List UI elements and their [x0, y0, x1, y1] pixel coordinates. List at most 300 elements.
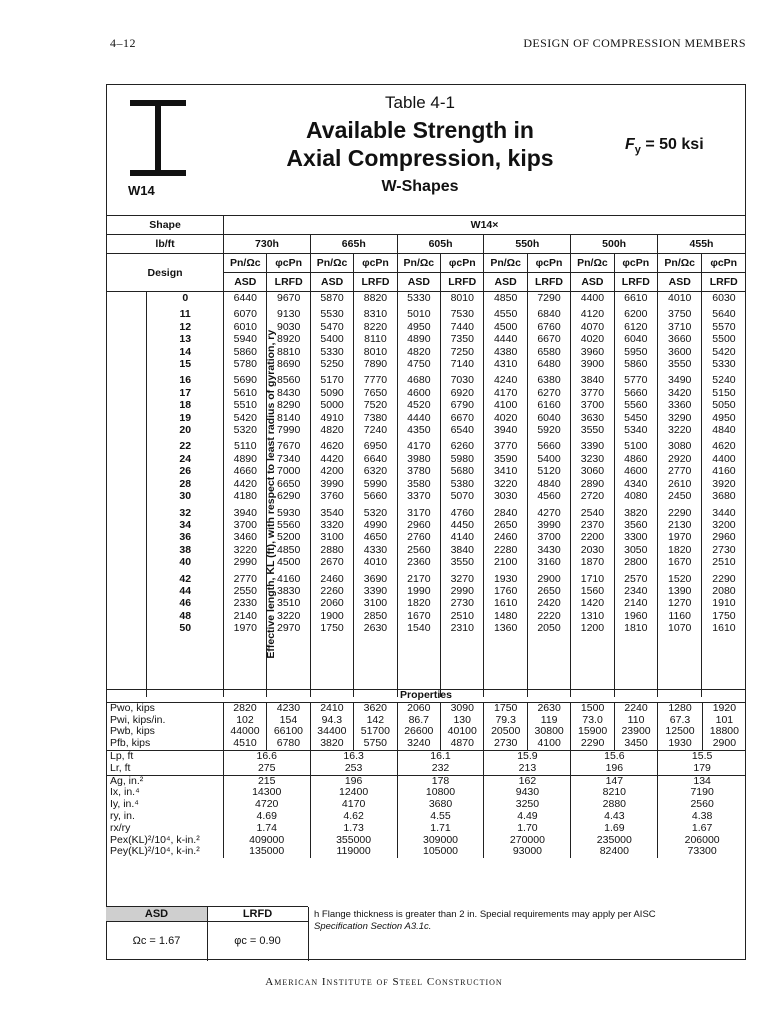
property-value: 12500 — [658, 726, 702, 738]
property-value: 196 — [571, 763, 658, 775]
property-value: 16.3 — [310, 750, 397, 762]
strength-value: 2850 — [354, 610, 397, 622]
property-value: 309000 — [397, 835, 484, 847]
property-value: 10800 — [397, 787, 484, 799]
spacer-row — [107, 635, 746, 647]
strength-value: 3700 — [224, 519, 267, 531]
property-value: 1.71 — [397, 823, 484, 835]
strength-value: 1070 — [658, 622, 702, 634]
footnote-line-2: Specification Section A3.1c. — [314, 921, 432, 932]
strength-value: 2260 — [310, 585, 353, 597]
strength-value: 5250 — [310, 358, 353, 370]
strength-value: 8220 — [354, 321, 397, 333]
strength-value: 5860 — [224, 346, 267, 358]
strength-value: 1610 — [484, 597, 527, 609]
strength-value: 2360 — [397, 556, 440, 568]
strength-value: 4100 — [484, 399, 527, 411]
strength-value: 5980 — [441, 453, 484, 465]
property-value: 3450 — [614, 738, 657, 750]
strength-value: 4080 — [614, 490, 657, 502]
property-value: 79.3 — [484, 715, 527, 727]
strength-value: 7440 — [441, 321, 484, 333]
strength-value: 5200 — [267, 531, 310, 543]
property-value: 2730 — [484, 738, 527, 750]
strength-value: 9670 — [267, 292, 310, 305]
property-value: 275 — [223, 763, 310, 775]
property-value: 2290 — [571, 738, 614, 750]
property-row — [106, 811, 746, 823]
strength-value: 3710 — [658, 321, 702, 333]
strength-value: 4520 — [397, 399, 440, 411]
kl-value: 30 — [179, 490, 192, 503]
table-row — [107, 308, 746, 320]
strength-value: 5610 — [224, 387, 267, 399]
omega-factor: Ωc = 1.67 — [106, 921, 208, 961]
strength-value: 6200 — [614, 308, 657, 320]
weight-header: 730h — [224, 235, 311, 254]
strength-value: 1960 — [614, 610, 657, 622]
strength-value: 3030 — [484, 490, 527, 502]
kl-value: 48 — [179, 609, 192, 622]
strength-value: 4010 — [658, 292, 702, 305]
strength-value: 5100 — [614, 440, 657, 452]
strength-value: 5110 — [224, 440, 267, 452]
strength-value: 2340 — [614, 585, 657, 597]
strength-value: 5560 — [614, 399, 657, 411]
strength-value: 3360 — [658, 399, 702, 411]
strength-value: 2900 — [527, 573, 570, 585]
strength-value: 6540 — [441, 424, 484, 436]
strength-value: 6760 — [527, 321, 570, 333]
property-value: 134 — [658, 775, 746, 787]
property-value: 15.5 — [658, 750, 746, 762]
strength-value: 5320 — [354, 507, 397, 519]
lrfd-header: LRFD — [614, 273, 657, 292]
property-value: 40100 — [441, 726, 484, 738]
strength-value: 4560 — [527, 490, 570, 502]
property-row — [106, 787, 746, 799]
strength-value: 6580 — [527, 346, 570, 358]
weight-header: 550h — [484, 235, 571, 254]
asd-header: ASD — [224, 273, 267, 292]
table-row — [107, 556, 746, 568]
strength-value: 4840 — [527, 478, 570, 490]
table-row — [107, 478, 746, 490]
property-value: 14300 — [223, 787, 310, 799]
strength-value: 1610 — [702, 622, 746, 634]
kl-value: 42 — [179, 572, 192, 585]
phi-pn-header: φcPn — [267, 254, 310, 273]
strength-value: 2220 — [527, 610, 570, 622]
strength-value: 2760 — [397, 531, 440, 543]
strength-value: 1820 — [397, 597, 440, 609]
strength-value: 1970 — [224, 622, 267, 634]
publisher: American Institute of Steel Construction — [265, 976, 503, 988]
phi-pn-header: φcPn — [441, 254, 484, 273]
property-value: 4.38 — [658, 811, 746, 823]
strength-value: 4420 — [224, 478, 267, 490]
lrfd-header: LRFD — [702, 273, 746, 292]
strength-value: 6610 — [614, 292, 657, 305]
property-value: 7190 — [658, 787, 746, 799]
strength-value: 3660 — [658, 333, 702, 345]
strength-value: 3960 — [571, 346, 614, 358]
strength-value: 5070 — [441, 490, 484, 502]
strength-value: 8010 — [354, 346, 397, 358]
strength-value: 2460 — [484, 531, 527, 543]
pn-omega-header: Pn/Ωc — [310, 254, 353, 273]
property-label: Ag, in.² — [106, 775, 223, 787]
strength-value: 6290 — [267, 490, 310, 502]
strength-value: 4820 — [310, 424, 353, 436]
strength-value: 6160 — [527, 399, 570, 411]
strength-value: 4400 — [702, 453, 746, 465]
strength-value: 2080 — [702, 585, 746, 597]
strength-value: 2060 — [310, 597, 353, 609]
property-value: 4170 — [310, 799, 397, 811]
property-label: Pwi, kips/in. — [106, 715, 223, 727]
strength-value: 5510 — [224, 399, 267, 411]
strength-value: 3510 — [267, 597, 310, 609]
strength-value: 8010 — [441, 292, 484, 305]
strength-value: 8690 — [267, 358, 310, 370]
page-number: 4–12 — [110, 36, 136, 50]
strength-value: 1560 — [571, 585, 614, 597]
strength-value: 2050 — [527, 622, 570, 634]
strength-value: 4850 — [484, 292, 527, 305]
strength-value: 6440 — [224, 292, 267, 305]
strength-value: 6840 — [527, 308, 570, 320]
kl-value: 12 — [179, 320, 192, 333]
strength-value: 8920 — [267, 333, 310, 345]
strength-value: 2960 — [397, 519, 440, 531]
strength-value: 5380 — [441, 478, 484, 490]
strength-value: 4020 — [571, 333, 614, 345]
weight-header: 605h — [397, 235, 484, 254]
strength-value: 5530 — [310, 308, 353, 320]
property-value: 66100 — [267, 726, 310, 738]
strength-value: 5500 — [702, 333, 746, 345]
strength-value: 7380 — [354, 412, 397, 424]
strength-value: 4400 — [571, 292, 614, 305]
strength-value: 3840 — [441, 544, 484, 556]
table-title — [240, 116, 600, 172]
strength-value: 4440 — [484, 333, 527, 345]
strength-value: 4910 — [310, 412, 353, 424]
property-value: 20500 — [484, 726, 527, 738]
table-row — [107, 387, 746, 399]
pn-omega-header: Pn/Ωc — [224, 254, 267, 273]
strength-value: 5950 — [614, 346, 657, 358]
strength-value: 2610 — [658, 478, 702, 490]
strength-value: 1990 — [397, 585, 440, 597]
phi-pn-header: φcPn — [527, 254, 570, 273]
strength-value: 1670 — [658, 556, 702, 568]
property-value: 1.70 — [484, 823, 571, 835]
strength-value: 3680 — [702, 490, 746, 502]
table-row — [107, 358, 746, 370]
property-value: 2880 — [571, 799, 658, 811]
strength-value: 3590 — [484, 453, 527, 465]
strength-value: 1710 — [571, 573, 614, 585]
property-value: 2820 — [223, 702, 266, 714]
strength-value: 6650 — [267, 478, 310, 490]
strength-value: 4990 — [354, 519, 397, 531]
strength-value: 2170 — [397, 573, 440, 585]
strength-value: 8110 — [354, 333, 397, 345]
strength-value: 5930 — [267, 507, 310, 519]
strength-value: 5010 — [397, 308, 440, 320]
kl-value: 0 — [147, 292, 224, 305]
property-value: 1500 — [571, 702, 614, 714]
strength-value: 3820 — [614, 507, 657, 519]
spacer-row — [107, 647, 746, 659]
lrfd-header: LRFD — [354, 273, 397, 292]
property-value: 162 — [484, 775, 571, 787]
property-label: rx/ry — [106, 823, 223, 835]
strength-value: 3430 — [527, 544, 570, 556]
kl-value: 34 — [179, 518, 192, 531]
kl-value: 11 — [179, 308, 191, 321]
strength-value: 7650 — [354, 387, 397, 399]
property-value: 67.3 — [658, 715, 702, 727]
strength-value: 7290 — [527, 292, 570, 305]
strength-value: 3220 — [658, 424, 702, 436]
property-value: 15.9 — [484, 750, 571, 762]
strength-value: 5770 — [614, 374, 657, 386]
property-value: 15.6 — [571, 750, 658, 762]
property-value: 73300 — [658, 846, 746, 858]
strength-value: 3230 — [571, 453, 614, 465]
strength-value: 3980 — [397, 453, 440, 465]
footnote-line-1: h Flange thickness is greater than 2 in. Special requirements may apply per AISC — [314, 909, 656, 920]
property-label: Pey(KL)²/10⁴, k-in.² — [106, 846, 223, 858]
kl-value: 26 — [179, 465, 192, 478]
strength-value: 4860 — [614, 453, 657, 465]
strength-value: 4840 — [702, 424, 746, 436]
table-row — [107, 490, 746, 502]
property-value: 154 — [267, 715, 310, 727]
property-value: 270000 — [484, 835, 571, 847]
property-value: 15900 — [571, 726, 614, 738]
kl-value: 28 — [179, 477, 192, 490]
strength-value: 2650 — [484, 519, 527, 531]
kl-value: 44 — [179, 584, 192, 597]
property-row — [106, 763, 746, 775]
strength-value: 5330 — [310, 346, 353, 358]
property-value: 4510 — [223, 738, 266, 750]
strength-value: 1970 — [658, 531, 702, 543]
strength-value: 4340 — [614, 478, 657, 490]
kl-value: 15 — [179, 358, 192, 371]
strength-value: 4950 — [397, 321, 440, 333]
strength-value: 5990 — [354, 478, 397, 490]
property-value: 2900 — [702, 738, 746, 750]
property-value: 9430 — [484, 787, 571, 799]
strength-value: 4180 — [224, 490, 267, 502]
strength-value: 1670 — [397, 610, 440, 622]
property-value: 4870 — [441, 738, 484, 750]
strength-value: 4650 — [354, 531, 397, 543]
strength-value: 2840 — [484, 507, 527, 519]
strength-value: 7990 — [267, 424, 310, 436]
property-value: 232 — [397, 763, 484, 775]
strength-value: 8430 — [267, 387, 310, 399]
strength-value: 4760 — [441, 507, 484, 519]
strength-value: 3830 — [267, 585, 310, 597]
strength-value: 4600 — [614, 465, 657, 477]
strength-value: 2990 — [441, 585, 484, 597]
strength-value: 3410 — [484, 465, 527, 477]
property-label: Pex(KL)²/10⁴, k-in.² — [106, 835, 223, 847]
strength-value: 2920 — [658, 453, 702, 465]
kl-value: 24 — [179, 452, 192, 465]
strength-value: 5120 — [527, 465, 570, 477]
strength-value: 5320 — [224, 424, 267, 436]
strength-value: 6480 — [527, 358, 570, 370]
strength-value: 3690 — [354, 573, 397, 585]
strength-value: 6010 — [224, 321, 267, 333]
strength-value: 3750 — [658, 308, 702, 320]
shape-header: Shape — [107, 216, 224, 235]
strength-value: 1810 — [614, 622, 657, 634]
strength-value: 6920 — [441, 387, 484, 399]
strength-value: 3630 — [571, 412, 614, 424]
strength-value: 1200 — [571, 622, 614, 634]
strength-value: 4950 — [702, 412, 746, 424]
property-value: 355000 — [310, 835, 397, 847]
strength-value: 8140 — [267, 412, 310, 424]
strength-value: 4020 — [484, 412, 527, 424]
strength-value: 1480 — [484, 610, 527, 622]
strength-value: 2140 — [614, 597, 657, 609]
property-value: 130 — [441, 715, 484, 727]
strength-value: 3100 — [310, 531, 353, 543]
strength-value: 7520 — [354, 399, 397, 411]
strength-value: 3490 — [658, 374, 702, 386]
strength-value: 2770 — [658, 465, 702, 477]
strength-value: 3550 — [571, 424, 614, 436]
asd-header: ASD — [484, 273, 527, 292]
strength-value: 4620 — [702, 440, 746, 452]
strength-value: 3300 — [614, 531, 657, 543]
strength-value: 4550 — [484, 308, 527, 320]
strength-value: 5400 — [310, 333, 353, 345]
yield-stress: $F_y = 50$ ksi — [625, 136, 704, 157]
strength-value: 3080 — [658, 440, 702, 452]
kl-value: 46 — [179, 597, 192, 610]
strength-value: 6270 — [527, 387, 570, 399]
strength-value: 3390 — [354, 585, 397, 597]
strength-value: 2030 — [571, 544, 614, 556]
strength-value: 4170 — [484, 387, 527, 399]
strength-value: 1520 — [658, 573, 702, 585]
strength-value: 3220 — [484, 478, 527, 490]
strength-value: 4660 — [224, 465, 267, 477]
strength-value: 8820 — [354, 292, 397, 305]
strength-value: 5640 — [702, 308, 746, 320]
strength-value: 2280 — [484, 544, 527, 556]
i-beam-icon — [128, 98, 188, 178]
asd-header: ASD — [310, 273, 353, 292]
property-value: 178 — [397, 775, 484, 787]
strength-value: 7030 — [441, 374, 484, 386]
strength-value: 3770 — [571, 387, 614, 399]
kl-value: 32 — [179, 506, 192, 519]
property-row — [106, 738, 746, 750]
strength-value: 2650 — [527, 585, 570, 597]
strength-value: 6380 — [527, 374, 570, 386]
asd-label: ASD — [106, 907, 208, 922]
strength-value: 1390 — [658, 585, 702, 597]
strength-value: 2970 — [267, 622, 310, 634]
strength-value: 2510 — [441, 610, 484, 622]
strength-value: 6040 — [614, 333, 657, 345]
strength-value: 5660 — [527, 440, 570, 452]
property-value: 142 — [354, 715, 397, 727]
strength-value: 1310 — [571, 610, 614, 622]
property-label: Lr, ft — [106, 763, 223, 775]
strength-value: 2730 — [441, 597, 484, 609]
property-value: 4.49 — [484, 811, 571, 823]
strength-value: 5660 — [614, 387, 657, 399]
strength-value: 4160 — [702, 465, 746, 477]
title-line-1: Available Strength in — [306, 117, 534, 143]
table-row — [107, 424, 746, 436]
lrfd-header: LRFD — [267, 273, 310, 292]
design-factors — [106, 906, 308, 960]
phi-pn-header: φcPn — [354, 254, 397, 273]
property-value: 1.69 — [571, 823, 658, 835]
running-title: DESIGN OF COMPRESSION MEMBERS — [523, 36, 746, 50]
property-value: 82400 — [571, 846, 658, 858]
property-value: 94.3 — [310, 715, 353, 727]
asd-header: ASD — [658, 273, 702, 292]
strength-value: 2670 — [310, 556, 353, 568]
property-value: 23900 — [614, 726, 657, 738]
strength-value: 6640 — [354, 453, 397, 465]
property-value: 3240 — [397, 738, 440, 750]
strength-value: 3700 — [527, 531, 570, 543]
strength-value: 4680 — [397, 374, 440, 386]
strength-value: 3550 — [441, 556, 484, 568]
strength-value: 4850 — [267, 544, 310, 556]
strength-value: 2100 — [484, 556, 527, 568]
strength-value: 3100 — [354, 597, 397, 609]
strength-value: 3460 — [224, 531, 267, 543]
table-row — [107, 440, 746, 452]
strength-value: 7670 — [267, 440, 310, 452]
strength-value: 6950 — [354, 440, 397, 452]
strength-value: 4310 — [484, 358, 527, 370]
strength-value: 3160 — [527, 556, 570, 568]
strength-value: 6320 — [354, 465, 397, 477]
strength-value: 4500 — [267, 556, 310, 568]
strength-value: 1910 — [702, 597, 746, 609]
table-row — [107, 333, 746, 345]
properties-table — [106, 689, 746, 858]
property-value: 16.1 — [397, 750, 484, 762]
property-value: 8210 — [571, 787, 658, 799]
table-row — [107, 507, 746, 519]
strength-value: 3700 — [571, 399, 614, 411]
property-value: 215 — [223, 775, 310, 787]
strength-value: 5240 — [702, 374, 746, 386]
strength-value: 3940 — [224, 507, 267, 519]
strength-value: 3770 — [484, 440, 527, 452]
property-value: 1.67 — [658, 823, 746, 835]
strength-value: 4440 — [397, 412, 440, 424]
